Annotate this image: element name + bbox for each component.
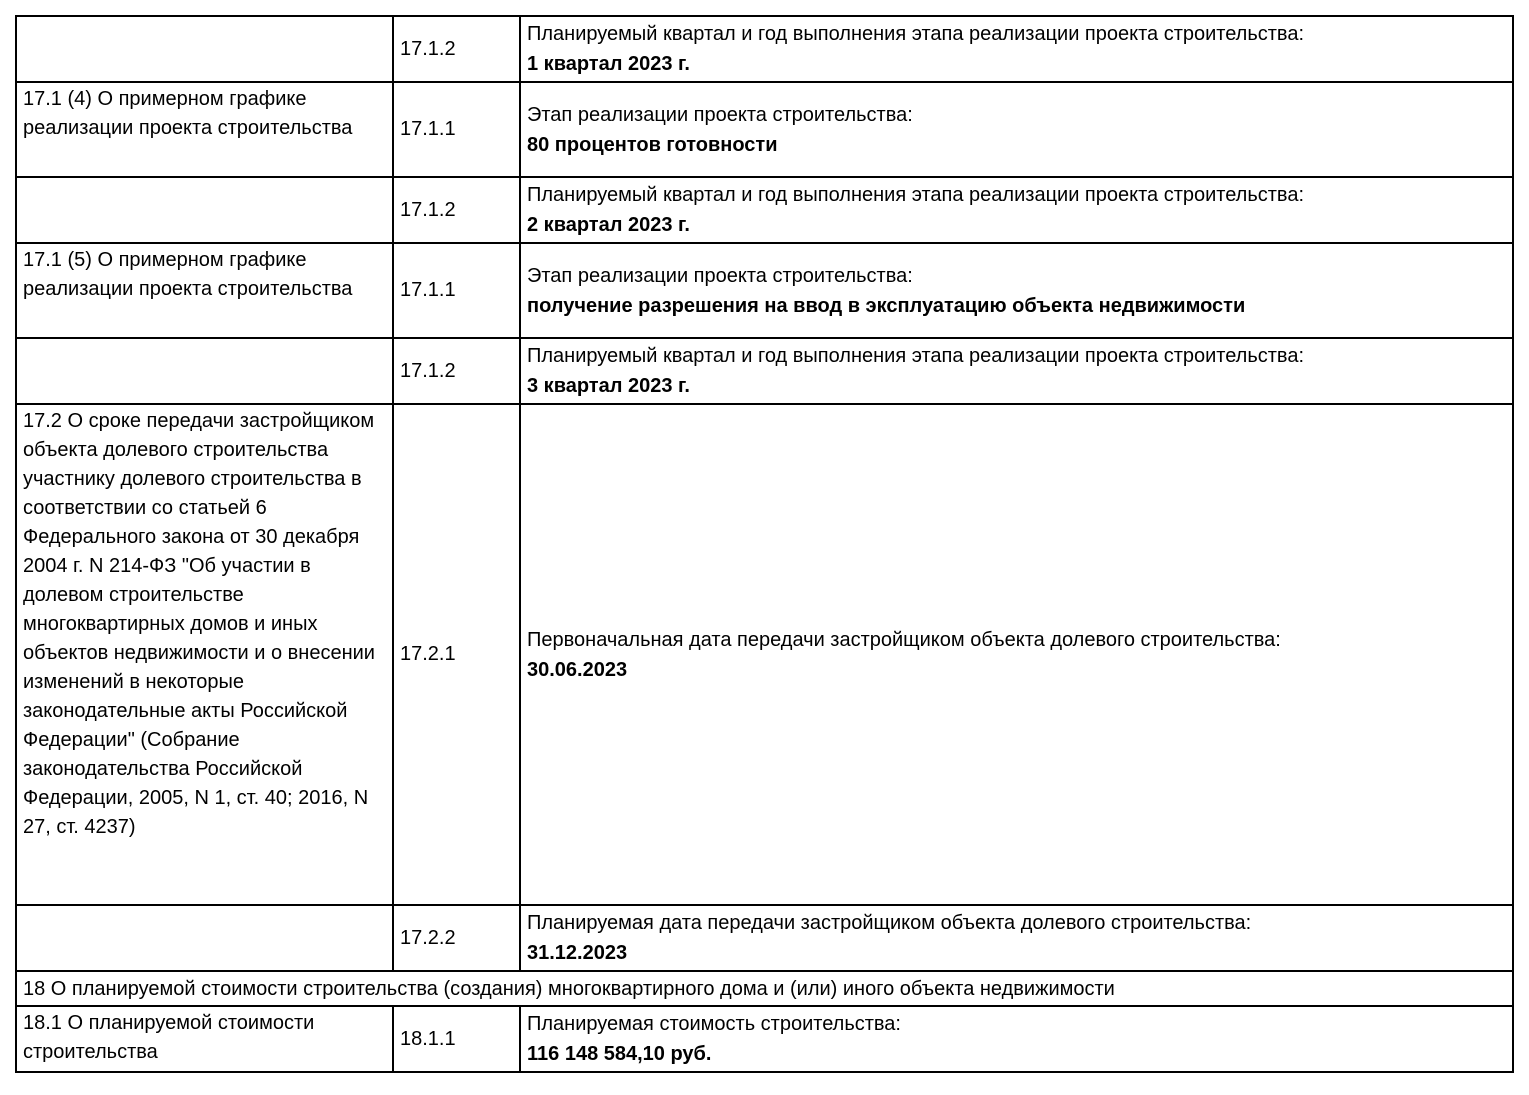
section-cell [16,338,393,404]
field-value: 80 процентов готовности [527,133,778,156]
section-cell: 18.1 О планируемой стоимости строительства [16,1006,393,1072]
field-value: 31.12.2023 [527,942,628,964]
field-value: 3 квартал 2023 г. [527,375,690,397]
code-cell: 17.1.2 [393,16,520,82]
code-cell: 17.1.1 [393,82,520,177]
field-label: Первоначальная дата передачи застройщиком объекта долевого строительства: [527,628,1281,651]
code-cell: 17.2.2 [393,905,520,971]
section-cell: 17.1 (4) О примерном графике реализации проекта строительства [16,82,393,177]
field-label: Планируемый квартал и год выполнения этапа реализации проекта строительства: [527,184,1305,206]
table-row [16,338,1513,404]
table-row [16,16,1513,82]
detail-cell [520,905,1513,971]
detail-cell [520,243,1513,338]
detail-cell [520,16,1513,82]
field-value: 1 квартал 2023 г. [527,53,690,75]
detail-cell [520,82,1513,177]
field-label: Планируемый квартал и год выполнения этапа реализации проекта строительства: [527,23,1305,45]
table-row [16,82,1513,177]
section-cell [16,905,393,971]
section-cell: 17.1 (5) О примерном графике реализации проекта строительства [16,243,393,338]
table-row [16,404,1513,905]
project-declaration-table [15,15,1514,1073]
detail-cell [520,1006,1513,1072]
section-cell [16,177,393,243]
code-cell: 17.1.2 [393,177,520,243]
section-cell [16,16,393,82]
table-row [16,243,1513,338]
field-value: получение разрешения на ввод в эксплуатацию объекта недвижимости [527,294,1246,317]
code-cell: 18.1.1 [393,1006,520,1072]
table-row [16,905,1513,971]
table-row [16,1006,1513,1072]
field-label: Этап реализации проекта строительства: [527,103,913,126]
field-label: Планируемая стоимость строительства: [527,1013,901,1035]
section-header-cell: 18 О планируемой стоимости строительства (создания) многоквартирного дома и (или) иного объекта недвижимости [16,971,1513,1006]
detail-cell [520,404,1513,905]
section-cell: 17.2 О сроке передачи застройщиком объекта долевого строительства участнику долевого строительства в соответствии со статьей 6 Федерального закона от 30 декабря 2004 г. N 214-ФЗ "Об участии в долевом строительстве многоквартирных домов и иных объектов недвижимости и о внесении изменений в некоторые законодательные акты Российской Федерации" (Собрание законодательства Российской Федерации, 2005, N 1, ст. 40; 2016, N 27, ст. 4237) [16,404,393,905]
code-cell: 17.1.1 [393,243,520,338]
code-cell: 17.2.1 [393,404,520,905]
table-row [16,177,1513,243]
field-label: Этап реализации проекта строительства: [527,264,913,287]
detail-cell [520,177,1513,243]
field-value: 116 148 584,10 руб. [527,1043,712,1065]
section-header-row [16,971,1513,1006]
field-label: Планируемый квартал и год выполнения этапа реализации проекта строительства: [527,345,1305,367]
field-value: 2 квартал 2023 г. [527,214,690,236]
field-label: Планируемая дата передачи застройщиком объекта долевого строительства: [527,912,1252,934]
code-cell: 17.1.2 [393,338,520,404]
field-value: 30.06.2023 [527,658,628,681]
detail-cell [520,338,1513,404]
